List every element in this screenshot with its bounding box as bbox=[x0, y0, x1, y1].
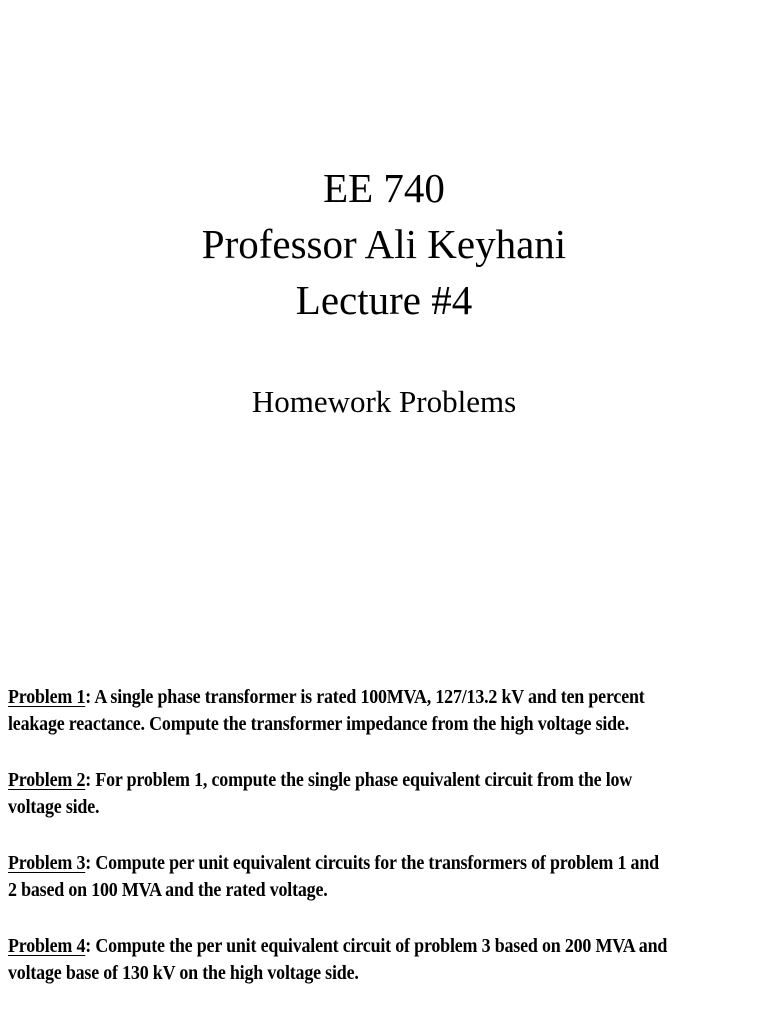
problem-1-text-line2: leakage reactance. Compute the transformer impedance from the high voltage side. bbox=[8, 714, 630, 735]
problem-4-text-line1: : Compute the per unit equivalent circuit of problem 3 based on 200 MVA and bbox=[85, 936, 668, 957]
problem-2-text-line1: : For problem 1, compute the single phase equivalent circuit from the low bbox=[85, 770, 633, 791]
problem-4-text-line2: voltage base of 130 kV on the high voltage side. bbox=[8, 963, 359, 984]
problem-2 bbox=[8, 767, 762, 821]
problem-2-label: Problem 2 bbox=[8, 770, 86, 791]
problem-1-text-line1: : A single phase transformer is rated 100MVA, 127/13.2 kV and ten percent bbox=[85, 687, 645, 708]
homework-subtitle: Homework Problems bbox=[251, 384, 517, 419]
course-title: EE 740 bbox=[323, 165, 445, 211]
problem-3-text-line2: 2 based on 100 MVA and the rated voltage. bbox=[8, 880, 328, 901]
problem-list bbox=[8, 684, 760, 1016]
professor-name: Professor Ali Keyhani bbox=[201, 221, 567, 267]
problem-2-text-line2: voltage side. bbox=[8, 797, 100, 818]
lecture-number: Lecture #4 bbox=[295, 277, 473, 323]
problem-1-label: Problem 1 bbox=[8, 687, 86, 708]
problem-3 bbox=[8, 850, 762, 904]
problem-1 bbox=[8, 684, 762, 738]
problem-3-label: Problem 3 bbox=[8, 853, 86, 874]
problem-4 bbox=[8, 933, 762, 987]
problem-3-text-line1: : Compute per unit equivalent circuits for the transformers of problem 1 and bbox=[85, 853, 659, 874]
problem-4-label: Problem 4 bbox=[8, 936, 86, 957]
title-block bbox=[0, 160, 768, 328]
